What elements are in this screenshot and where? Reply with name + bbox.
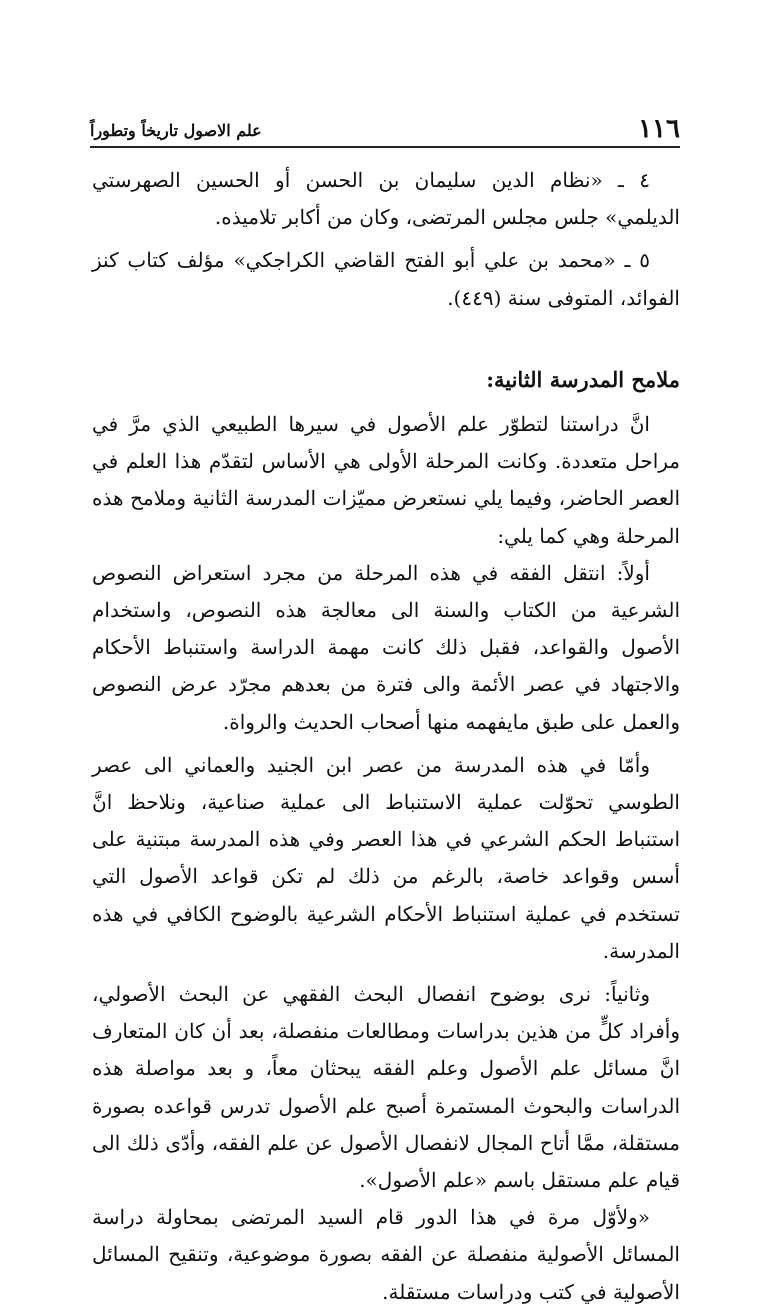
page-number: ١١٦ <box>638 114 680 144</box>
list-item: ٤ ـ «نظام الدين سليمان بن الحسن أو الحسين الصهرستي الديلمي» جلس مجلس المرتضى، وكان من أكابر تلاميذه. <box>92 168 680 230</box>
paragraph: وأمّا في هذه المدرسة من عصر ابن الجنيد والعماني الى عصر الطوسي تحوّلت عملية الاستنباط الى عملية صناعية، ونلاحظ انَّ استنباط الحكم الشرعي في هذا العصر وفي هذه المدرسة مبتنية على أسس وقواعد خاصة، بالرغم من ذلك لم تكن قواعد الأصول التي تستخدم في عملية استنباط الأحكام الشرعية بالوضوح الكافي في هذه المدرسة. <box>92 752 680 963</box>
paragraph: انَّ دراستنا لتطوّر علم الأصول في سيرها الطبيعي الذي مرَّ في مراحل متعددة. وكانت المرحلة الأولى هي الأساس لتقدّم هذا العلم في العصر الحاضر، وفيما يلي نستعرض مميّزات المدرسة الثانية وملامح هذه المرحلة وهي كما يلي: <box>92 412 680 548</box>
running-title: علم الاصول تاريخاً وتطوراً <box>90 121 262 140</box>
section-heading: ملامح المدرسة الثانية: <box>486 366 680 392</box>
paragraph: وثانياً: نرى بوضوح انفصال البحث الفقهي عن البحث الأصولي، وأفراد كلٍّ من هذين بدراسات ومطالعات منفصلة، بعد أن كان المتعارف انَّ مسائل علم الأصول وعلم الفقه يبحثان معاً، و بعد مواصلة هذه الدراسات والبحوث المستمرة أصبح علم الأصول تدرس قواعده بصورة مستقلة، ممَّا أتاح المجال لانفصال الأصول عن علم الفقه، وأدّى ذلك الى قيام علم مستقل باسم «علم الأصول». <box>92 982 680 1193</box>
list-item: ٥ ـ «محمد بن علي أبو الفتح القاضي الكراجكي» مؤلف كتاب كنز الفوائد، المتوفى سنة (٤٤٩). <box>92 248 680 310</box>
paragraph: «ولأوّل مرة في هذا الدور قام السيد المرتضى بمحاولة دراسة المسائل الأصولية منفصلة عن الفقه بصورة موضوعية، وتنقيح المسائل الأصولية في كتب ودراسات مستقلة. <box>92 1205 680 1304</box>
page-body <box>92 162 680 1311</box>
paragraph: أولاً: انتقل الفقه في هذه المرحلة من مجرد استعراض النصوص الشرعية من الكتاب والسنة الى معالجة هذه النصوص، واستخدام الأصول والقواعد، فقبل ذلك كانت مهمة الدراسة واستنباط الأحكام والاجتهاد في عصر الأئمة والى فترة من بعدهم مجرّد عرض النصوص والعمل على طبق مايفهمه منها أصحاب الحديث والرواة. <box>92 560 680 734</box>
page-header <box>90 112 680 148</box>
